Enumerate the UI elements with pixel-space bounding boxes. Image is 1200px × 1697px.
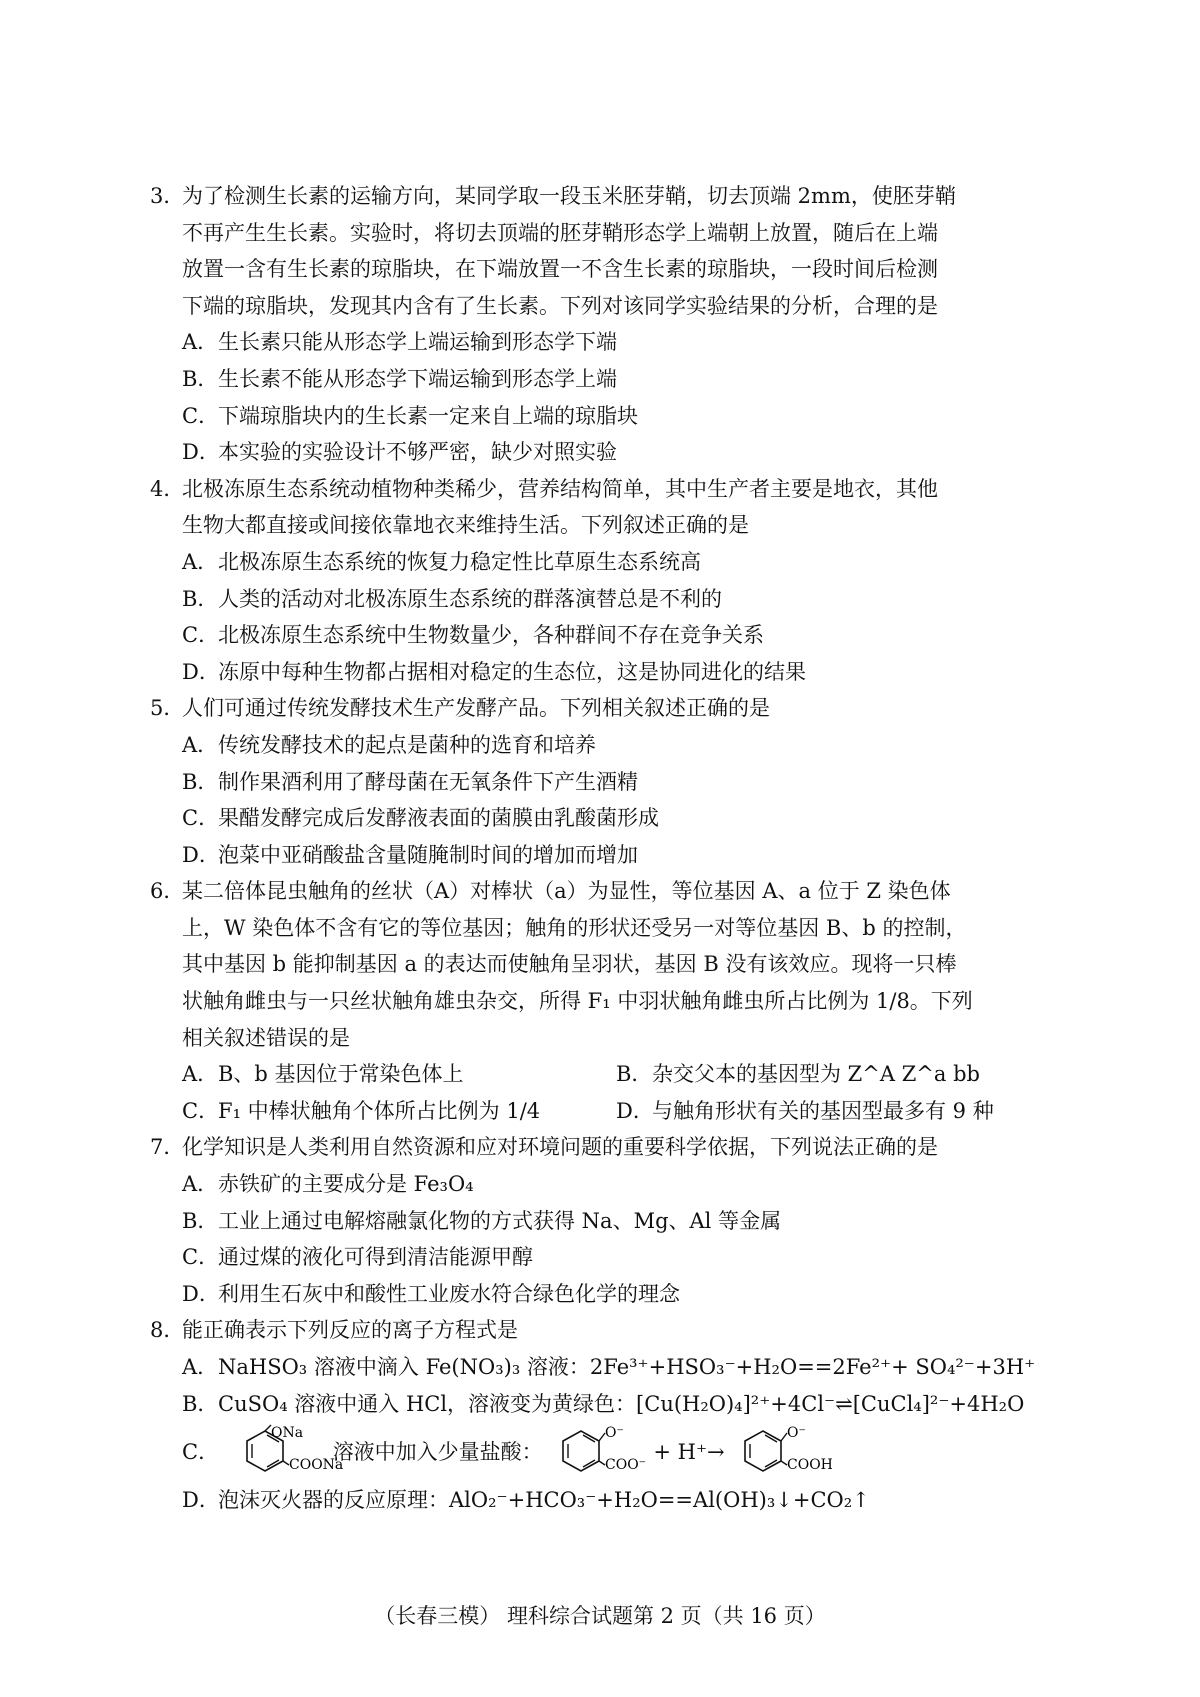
option-a: A．传统发酵技术的起点是菌种的选育和培养 [182,732,596,757]
sodium-salicylate-structure [225,1424,343,1483]
option-b: B．制作果酒利用了酵母菌在无氧条件下产生酒精 [182,769,638,794]
question-number: 8． [150,1318,185,1343]
question-number: 4． [150,476,185,501]
question-text: 为了检测生长素的运输方向，某同学取一段玉米胚芽鞘，切去顶端 2mm，使胚芽鞘 [182,184,956,208]
option-b: B．生长素不能从形态学下端运输到形态学上端 [182,366,617,391]
question-text: 化学知识是人类利用自然资源和应对环境问题的重要科学依据，下列说法正确的是 [182,1135,938,1160]
substituent-label: COO⁻ [605,1456,647,1473]
question-5 [150,690,1050,873]
question-8 [150,1312,1050,1518]
question-text: 状触角雌虫与一只丝状触角雄虫杂交，所得 F₁ 中羽状触角雌虫所占比例为 1/8。下列 [182,989,973,1014]
option-a: A．B、b 基因位于常染色体上 [182,1062,464,1087]
option-c: C． ONa COONa 溶液中加入少量盐酸： O⁻ COO⁻ + H⁺→ O⁻ COOH [150,1422,1050,1482]
option-d: D．利用生石灰中和酸性工业废水符合绿色化学的理念 [182,1281,680,1306]
substituent-label: COOH [787,1456,834,1473]
option-b: B．杂交父本的基因型为 Z^A Z^a bb [616,1062,980,1087]
page-footer: （长春三模） 理科综合试题第 2 页（共 16 页） [374,1604,826,1628]
option-d: D．泡沫灭火器的反应原理：AlO₂⁻+HCO₃⁻+H₂O==Al(OH)₃↓+CO₂↑ [182,1488,870,1513]
option-a: A．北极冻原生态系统的恢复力稳定性比草原生态系统高 [182,549,701,574]
option-a: A．生长素只能从形态学上端运输到形态学下端 [182,330,617,355]
question-6 [150,873,1050,1129]
phenoxide-acid-structure [731,1425,841,1483]
substituent-label: O⁻ [605,1424,625,1441]
option-c: C．果醋发酵完成后发酵液表面的菌膜由乳酸菌形成 [182,806,659,831]
question-text: 相关叙述错误的是 [182,1025,350,1050]
option-c: C．通过煤的液化可得到清洁能源甲醇 [182,1245,533,1270]
option-d: D．冻原中每种生物都占据相对稳定的生态位，这是协同进化的结果 [182,659,806,684]
option-b: B．CuSO₄ 溶液中通入 HCl，溶液变为黄绿色：[Cu(H₂O)₄]²⁺+4Cl⁻⇌[CuCl₄]²⁻+4H₂O [182,1391,1025,1416]
question-number: 3． [150,184,185,208]
question-text: 能正确表示下列反应的离子方程式是 [182,1318,518,1343]
option-a: A．NaHSO₃ 溶液中滴入 Fe(NO₃)₃ 溶液：2Fe³⁺+HSO₃⁻+H₂O==2Fe²⁺+ SO₄²⁻+3H⁺ [182,1355,1036,1379]
question-text: 上，W 染色体不含有它的等位基因；触角的形状还受另一对等位基因 B、b 的控制， [182,915,967,940]
question-text: 北极冻原生态系统动植物种类稀少，营养结构简单，其中生产者主要是地衣，其他 [182,476,938,501]
question-text: 某二倍体昆虫触角的丝状（A）对棒状（a）为显性，等位基因 A、a 位于 Z 染色体 [182,879,951,904]
question-number: 6． [150,879,185,904]
option-d: D．泡菜中亚硝酸盐含量随腌制时间的增加而增加 [182,842,638,867]
question-text: 其中基因 b 能抑制基因 a 的表达而使触角呈羽状，基因 B 没有该效应。现将一只棒 [182,952,957,977]
questions-block [150,178,1050,1519]
option-b: B．人类的活动对北极冻原生态系统的群落演替总是不利的 [182,586,722,611]
question-3 [150,178,1050,471]
question-text: 放置一含有生长素的琼脂块，在下端放置一不含生长素的琼脂块，一段时间后检测 [182,257,938,282]
carboxylate-phenoxide-structure [549,1425,653,1483]
option-c: C．F₁ 中棒状触角个体所占比例为 1/4 [182,1098,541,1123]
option-c: C．下端琼脂块内的生长素一定来自上端的琼脂块 [182,403,638,428]
option-d: D．本实验的实验设计不够严密，缺少对照实验 [182,440,617,465]
option-d: D．与触角形状有关的基因型最多有 9 种 [616,1098,994,1123]
question-text: 不再产生生长素。实验时，将切去顶端的胚芽鞘形态学上端朝上放置，随后在上端 [182,220,938,245]
option-text: + H⁺→ [653,1440,725,1465]
question-7 [150,1129,1050,1312]
substituent-label: COONa [288,1456,343,1473]
substituent-label: O⁻ [787,1424,807,1441]
option-row [150,1093,1050,1130]
option-b: B．工业上通过电解熔融氯化物的方式获得 Na、Mg、Al 等金属 [182,1208,782,1233]
option-text: 溶液中加入少量盐酸： [332,1440,543,1465]
substituent-label: ONa [270,1424,303,1441]
question-text: 人们可通过传统发酵技术生产发酵产品。下列相关叙述正确的是 [182,696,770,721]
option-row [150,1056,1050,1093]
question-text: 下端的琼脂块，发现其内含有了生长素。下列对该同学实验结果的分析，合理的是 [182,293,938,318]
question-number: 7． [150,1135,185,1160]
question-number: 5． [150,696,185,721]
question-4 [150,471,1050,691]
option-c: C．北极冻原生态系统中生物数量少，各种群间不存在竞争关系 [182,623,764,648]
option-a: A．赤铁矿的主要成分是 Fe₃O₄ [182,1172,474,1197]
question-text: 生物大都直接或间接依靠地衣来维持生活。下列叙述正确的是 [182,513,749,538]
